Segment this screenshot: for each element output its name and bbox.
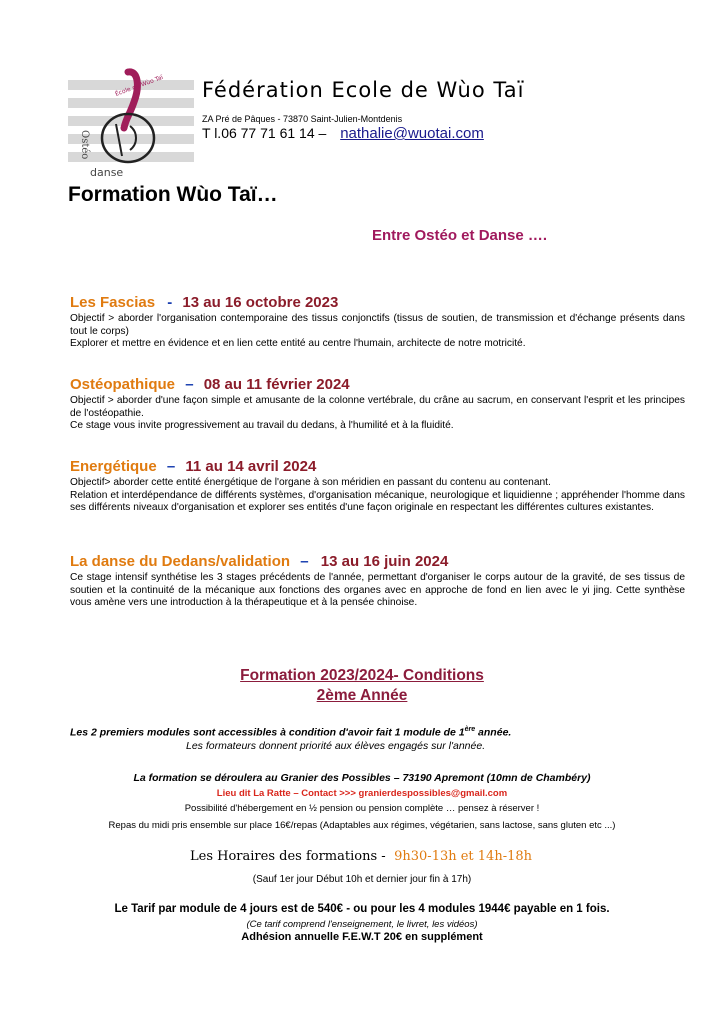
module-name: La danse du Dedans/validation (70, 553, 291, 570)
page-subtitle: Entre Ostéo et Danse …. (372, 227, 548, 244)
module-separator: - (167, 294, 173, 311)
org-address: ZA Pré de Pâques - 73870 Saint-Julien-Montdenis (202, 114, 403, 124)
module-dates: 11 au 14 avril 2024 (185, 458, 317, 475)
svg-text:École de Wùo Taï: École de Wùo Taï (114, 74, 165, 98)
svg-text:danse: danse (90, 166, 124, 178)
price: Le Tarif par module de 4 jours est de 540€ - ou pour les 4 modules 1944€ payable en 1 fois. (114, 903, 610, 915)
schedule (190, 847, 532, 865)
module-line: Ce stage intensif synthétise les 3 stages précédents de l'année, permettant d'organiser le corps autour de la gravité, de ses tissus de soutien et la continuité de la mécanique aux fonctions des organes avec en approche de fond en lien avec le yi jing. Cette synthèse vous amène vers une introduction à la thérapeutique et à la pensée chinoise. (70, 572, 685, 609)
membership: Adhésion annuelle F.E.W.T 20€ en supplément (241, 931, 483, 943)
module-line: Objectif > aborder d'une façon simple et amusante de la colonne vertébrale, du crâne au sacrum, en conservant l'esprit et les principes de l'ostéopathie. (70, 395, 685, 419)
conditions-year: 2ème Année (316, 687, 408, 704)
module-separator: – (300, 553, 309, 570)
conditions-title: Formation 2023/2024- Conditions (240, 667, 484, 684)
access-superscript: ère (464, 726, 476, 733)
lodging-info: Possibilité d'hébergement en ½ pension ou pension complète … pensez à réserver ! (184, 803, 540, 814)
page-title: Formation Wùo Taï… (68, 183, 278, 206)
price-note: (Ce tarif comprend l'enseignement, le livret, les vidéos) (246, 919, 478, 930)
location: La formation se déroulera au Granier des Possibles – 73190 Apremont (10mn de Chambéry) (133, 772, 591, 784)
module-dates: 13 au 16 octobre 2023 (182, 294, 339, 311)
logo (68, 66, 194, 178)
module-heading (70, 294, 338, 311)
module-heading (70, 553, 448, 570)
module-name: Ostéopathique (70, 376, 176, 393)
module-heading (70, 458, 316, 475)
venue-contact: Lieu dit La Ratte – Contact >>> granierdespossibles@gmail.com (216, 788, 508, 799)
module-line: Objectif > aborder l'organisation contemporaine des tissus conjonctifs (tissus de soutien, de transmission et d'échange présents dans tout le corps) (70, 313, 685, 337)
phone-number: T l.06 77 71 61 14 – (202, 125, 327, 141)
meals-info: Repas du midi pris ensemble sur place 16€/repas (Adaptables aux régimes, végétarien, sans lactose, sans gluten etc ...) (108, 820, 616, 831)
module-description (70, 313, 685, 351)
logo-emblem (68, 66, 194, 178)
module-line: Objectif> aborder cette entité énergétique de l'organe à son méridien en passant du contenu au contenant. (70, 477, 551, 488)
email-link[interactable]: nathalie@wuotai.com (340, 125, 484, 142)
module-line: Explorer et mettre en évidence et en lien cette entité au centre l'humain, architecte de notre motricité. (70, 338, 526, 350)
access-text: Les 2 premiers modules sont accessibles à condition d'avoir fait 1 module de 1 (70, 726, 465, 739)
org-contact (202, 125, 484, 142)
module-separator: – (185, 376, 194, 393)
priority-note: Les formateurs donnent priorité aux élèves engagés sur l'année. (186, 740, 486, 752)
access-text-end: année. (475, 726, 512, 739)
hours-note: (Sauf 1er jour Début 10h et dernier jour fin à 17h) (252, 874, 472, 885)
module-description (70, 395, 685, 433)
module-line: Relation et interdépendance de différents systèmes, d'organisation mécanique, neurologique et liquidienne ; appréhender l'homme dans ses différents niveaux d'organisation et explorer ses entités d'une façon originale en respectant les différentes cultures existantes. (70, 489, 685, 514)
hours-value: 9h30-13h et 14h-18h (394, 849, 533, 864)
module-dates: 13 au 16 juin 2024 (320, 553, 449, 570)
module-name: Les Fascias (70, 294, 156, 311)
svg-text:Ostéo: Ostéo (79, 130, 90, 160)
org-title: Fédération Ecole de Wùo Taï (202, 78, 525, 102)
access-condition (70, 726, 511, 739)
module-dates: 08 au 11 février 2024 (203, 376, 350, 393)
module-separator: – (166, 458, 176, 475)
module-description (70, 477, 685, 515)
module-description (70, 572, 685, 610)
module-line: Ce stage vous invite progressivement au travail du dedans, à l'humilité et à la fluidité. (70, 420, 454, 432)
module-heading (70, 376, 350, 393)
module-name: Energétique (70, 458, 157, 475)
hours-label: Les Horaires des formations - (190, 849, 386, 864)
